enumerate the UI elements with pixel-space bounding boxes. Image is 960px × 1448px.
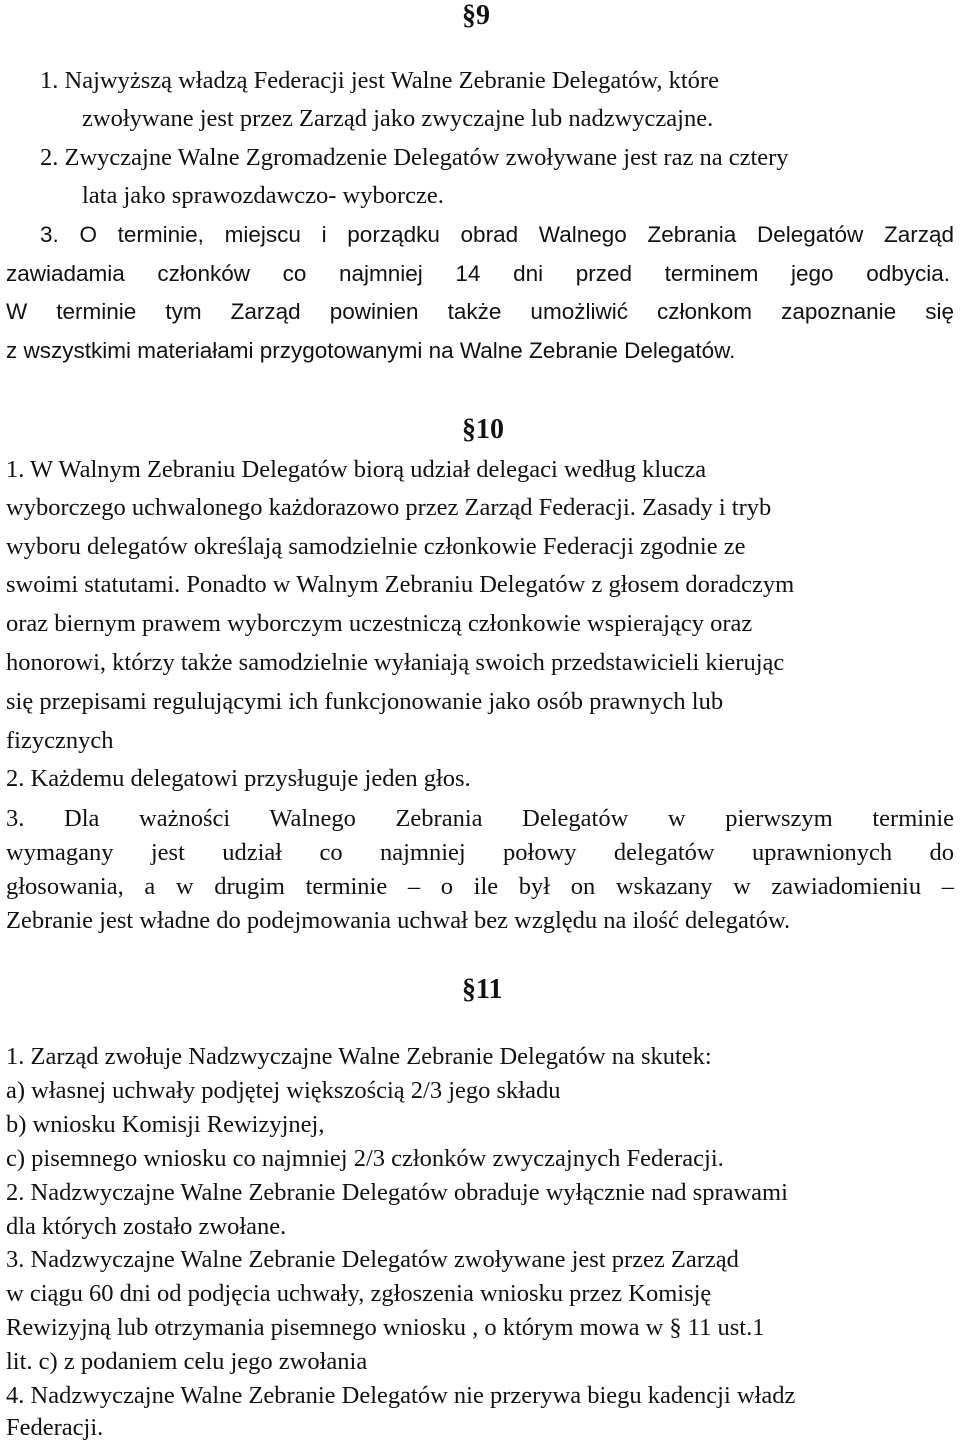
paragraph-line: 1. W Walnym Zebraniu Delegatów biorą udział delegaci według klucza: [6, 456, 707, 483]
paragraph-line: dla których zostało zwołane.: [6, 1213, 287, 1240]
paragraph-line: z wszystkimi materiałami przygotowanymi na Walne Zebranie Delegatów.: [6, 338, 736, 363]
paragraph-line: głosowania, a w drugim terminie – o ile był on wskazany w zawiadomieniu –: [6, 873, 954, 900]
paragraph-line: 2. Każdemu delegatowi przysługuje jeden głos.: [6, 765, 471, 792]
paragraph-line: w ciągu 60 dni od podjęcia uchwały, zgłoszenia wniosku przez Komisję: [6, 1280, 712, 1307]
paragraph-line: c) pisemnego wniosku co najmniej 2/3 członków zwyczajnych Federacji.: [6, 1145, 724, 1172]
paragraph-line: 3. O terminie, miejscu i porządku obrad Walnego Zebrania Delegatów Zarząd: [40, 222, 954, 247]
paragraph-line: wyboru delegatów określają samodzielnie członkowie Federacji zgodnie ze: [6, 533, 746, 560]
paragraph-line: 4. Nadzwyczajne Walne Zebranie Delegatów nie przerywa biegu kadencji władz: [6, 1382, 796, 1409]
paragraph-line: 3. Nadzwyczajne Walne Zebranie Delegatów zwoływane jest przez Zarząd: [6, 1246, 739, 1273]
paragraph-line: wymagany jest udział co najmniej połowy delegatów uprawnionych do: [6, 839, 954, 866]
paragraph-line: Zebranie jest władne do podejmowania uchwał bez względu na ilość delegatów.: [6, 907, 791, 934]
paragraph-line: 2. Zwyczajne Walne Zgromadzenie Delegatów zwoływane jest raz na cztery: [40, 144, 789, 171]
paragraph-line: zwoływane jest przez Zarząd jako zwyczajne lub nadzwyczajne.: [82, 105, 714, 132]
paragraph-line: Federacji.: [6, 1414, 104, 1441]
paragraph-line: 2. Nadzwyczajne Walne Zebranie Delegatów obraduje wyłącznie nad sprawami: [6, 1179, 788, 1206]
paragraph-line: lata jako sprawozdawczo- wyborcze.: [82, 182, 444, 209]
paragraph-line: się przepisami regulującymi ich funkcjonowanie jako osób prawnych lub: [6, 688, 724, 715]
paragraph-line: 1. Zarząd zwołuje Nadzwyczajne Walne Zebranie Delegatów na skutek:: [6, 1043, 712, 1070]
paragraph-line: honorowi, którzy także samodzielnie wyłaniają swoich przedstawicieli kierując: [6, 649, 785, 676]
paragraph-line: b) wniosku Komisji Rewizyjnej,: [6, 1111, 325, 1138]
paragraph-line: wyborczego uchwalonego każdorazowo przez Zarząd Federacji. Zasady i tryb: [6, 494, 772, 521]
section-heading-11: §11: [462, 974, 503, 1005]
section-heading-10: §10: [462, 414, 504, 445]
paragraph-line: a) własnej uchwały podjętej większością 2/3 jego składu: [6, 1077, 561, 1104]
paragraph-line: oraz biernym prawem wyborczym uczestniczą członkowie wspierający oraz: [6, 610, 753, 637]
paragraph-line: Rewizyjną lub otrzymania pisemnego wniosku , o którym mowa w § 11 ust.1: [6, 1314, 765, 1341]
paragraph-line: fizycznych: [6, 727, 114, 754]
paragraph-line: swoimi statutami. Ponadto w Walnym Zebraniu Delegatów z głosem doradczym: [6, 571, 795, 598]
paragraph-line: 1. Najwyższą władzą Federacji jest Walne Zebranie Delegatów, które: [40, 67, 719, 94]
paragraph-line: zawiadamia członków co najmniej 14 dni przed terminem jego odbycia.: [6, 261, 950, 286]
paragraph-line: W terminie tym Zarząd powinien także umożliwić członkom zapoznanie się: [6, 299, 954, 324]
paragraph-line: lit. c) z podaniem celu jego zwołania: [6, 1348, 368, 1375]
section-heading-9: §9: [462, 0, 490, 31]
paragraph-line: 3. Dla ważności Walnego Zebrania Delegatów w pierwszym terminie: [6, 805, 954, 832]
